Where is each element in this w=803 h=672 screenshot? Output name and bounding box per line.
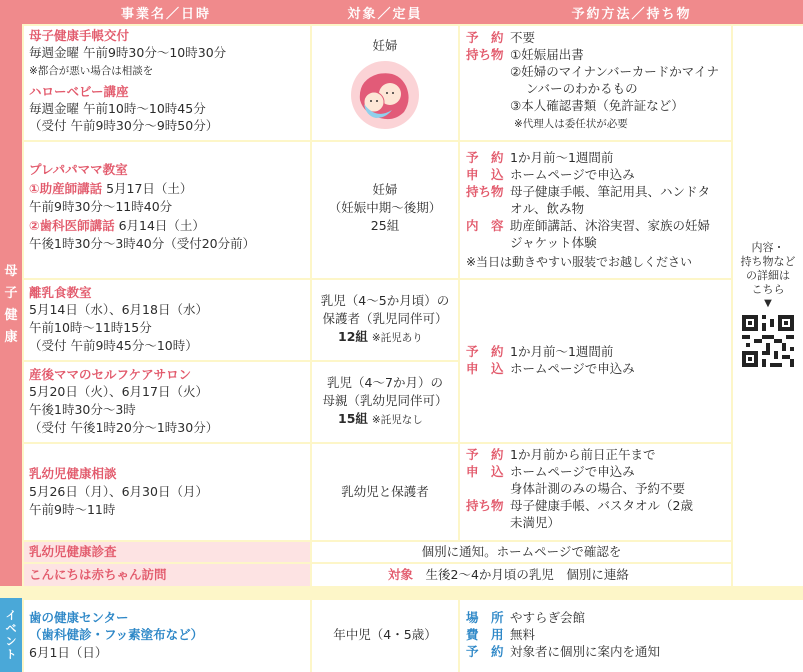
qr-text: 内容・ (751, 241, 785, 254)
header-target: 対象／定員 (347, 6, 423, 22)
label-target: 対象 (388, 567, 414, 582)
event-title: 乳幼児健康診査 (29, 544, 117, 559)
row-postpartum-salon (24, 362, 310, 442)
capacity-note: ※託児なし (371, 414, 423, 426)
row-infant-checkup (24, 542, 310, 562)
apply-value: ホームページで申込み (510, 464, 635, 479)
capacity-note: ※託児あり (371, 332, 423, 344)
target-text: 乳幼児と保護者 (341, 484, 429, 499)
row4-target (312, 362, 458, 442)
event-time: 毎週金曜 午前10時〜10時45分 (29, 101, 206, 116)
bring-value: 未満児） (510, 515, 561, 530)
side-label-maternal-health: 母 子 健 康 (0, 24, 22, 586)
label-reserve: 予 約 (466, 344, 504, 359)
lecture-dentist: ②歯科医師講話 (29, 218, 115, 233)
event-title: 離乳食教室 (29, 285, 92, 300)
label-apply: 申 込 (466, 361, 504, 376)
row5-target (312, 444, 458, 540)
event-reception: （受付 午後1時20分〜1時30分） (29, 420, 219, 435)
row-prenatal-class (24, 142, 310, 278)
row2-target (312, 142, 458, 278)
event-subtitle: （歯科健診・フッ素塗布など） (29, 627, 204, 642)
event-reception: （受付 午前9時45分〜10時） (29, 338, 198, 353)
label-reserve: 予 約 (466, 644, 504, 659)
qr-column (733, 26, 803, 586)
target-text: （妊娠中期〜後期） (328, 200, 442, 215)
event-time: 午前9時30分〜11時40分 (29, 199, 173, 214)
row3-target (312, 280, 458, 360)
apply-value: ホームページで申込み (510, 361, 635, 376)
event-date: 6月1日（日） (29, 645, 108, 660)
row-weaning-class (24, 280, 310, 360)
reserve-value: 1か月前〜1週間前 (510, 150, 614, 165)
target-text: 妊婦 (372, 182, 398, 197)
mother-baby-icon (346, 60, 424, 130)
target-text: 母親（乳幼児同伴可） (322, 393, 448, 408)
lecture-date: 5月17日（土） (102, 181, 193, 196)
row-baby-visit (24, 564, 310, 586)
event-note: ※都合が悪い場合は相談を (29, 65, 154, 77)
qr-text: の詳細は (746, 269, 790, 282)
event-reception: （受付 午前9時30分〜9時50分） (29, 118, 219, 133)
row-dental-center (24, 600, 310, 672)
capacity: 15組 (338, 411, 368, 426)
event-date: 5月26日（月）、6月30日（月） (29, 484, 208, 499)
target-text: 妊婦 (372, 38, 398, 53)
row5-reservation (460, 444, 731, 540)
bring-item: ③本人確認書類（免許証など） (510, 98, 684, 113)
label-fee: 費 用 (466, 627, 504, 642)
label-reserve: 予 約 (466, 150, 504, 165)
label-bring: 持ち物 (466, 47, 504, 62)
target-text: 年中児（4・5歳） (333, 627, 437, 642)
label-apply: 申 込 (466, 167, 504, 182)
reserve-value: 1か月前〜1週間前 (510, 344, 614, 359)
event-time: 午後1時30分〜3時40分（受付20分前） (29, 236, 256, 251)
bring-item: ①妊娠届出書 (510, 47, 584, 62)
label-content: 内 容 (466, 218, 504, 233)
label-apply: 申 込 (466, 464, 504, 479)
bring-value: 母子健康手帳、筆記用具、ハンドタ (510, 184, 711, 199)
label-place: 場 所 (466, 610, 504, 625)
label-reserve: 予 約 (466, 30, 504, 45)
qr-code-icon[interactable] (742, 315, 794, 367)
bring-item: ②妊婦のマイナンバーカードかマイナ (510, 64, 719, 79)
capacity: 12組 (338, 329, 368, 344)
apply-note: 身体計測のみの場合、予約不要 (510, 481, 686, 496)
event-time: 午前9時〜11時 (29, 502, 116, 517)
row2-reservation (460, 142, 731, 278)
bring-item: ンバーのわかるもの (526, 81, 638, 96)
event-title: こんにちは赤ちゃん訪問 (29, 567, 167, 582)
event-title: 歯の健康センター (29, 610, 129, 625)
lecture-midwife: ①助産師講話 (29, 181, 103, 196)
reserve-value: 対象者に個別に案内を通知 (510, 644, 661, 659)
reserve-value: 1か月前から前日正午まで (510, 447, 656, 462)
event-details (460, 600, 803, 672)
note: ※当日は動きやすい服装でお越しください (466, 255, 693, 269)
label-bring: 持ち物 (466, 498, 504, 513)
info-text: 生後2〜4か月頃の乳児 個別に連絡 (413, 567, 629, 582)
table-header (0, 0, 803, 24)
qr-text: 持ち物など (740, 255, 796, 268)
target-text: 乳児（4〜7か月）の (327, 375, 443, 390)
row34-reservation (460, 280, 731, 442)
header-event-date: 事業名／日時 (120, 6, 211, 22)
label-bring: 持ち物 (466, 184, 504, 199)
event-title: ハローベビー講座 (29, 84, 129, 99)
content-value: 助産師講話、沐浴実習、家族の妊婦 (510, 218, 711, 233)
event-title: 産後ママのセルフケアサロン (29, 367, 192, 382)
target-text: 乳児（4〜5か月頃）の (320, 293, 450, 308)
bring-value: 母子健康手帳、バスタオル（2歳 (510, 498, 693, 513)
down-arrow-icon: ▼ (764, 298, 772, 309)
label-reserve: 予 約 (466, 447, 504, 462)
event-title: 母子健康手帳交付 (29, 28, 130, 43)
target-text: 保護者（乳児同伴可） (322, 311, 448, 326)
row1-reservation (460, 26, 731, 140)
row1-target (312, 26, 458, 140)
capacity: 25組 (370, 218, 400, 233)
bring-note: ※代理人は委任状が必要 (514, 118, 628, 130)
place-value: やすらぎ会館 (510, 610, 586, 625)
fee-value: 無料 (510, 627, 536, 642)
row7-info (312, 564, 731, 586)
event-date: 5月20日（火）、6月17日（火） (29, 384, 208, 399)
info-text: 個別に通知。ホームページで確認を (421, 544, 622, 559)
row-maternal-handbook (24, 26, 310, 140)
lecture-date: 6月14日（土） (114, 218, 205, 233)
side-label-event: イ ベ ン ト (0, 598, 22, 672)
event-target (312, 600, 458, 672)
event-time: 午後1時30分〜3時 (29, 402, 136, 417)
row6-info (312, 542, 731, 562)
apply-value: ホームページで申込み (510, 167, 635, 182)
event-title: プレパパママ教室 (29, 162, 128, 177)
event-date: 5月14日（水）、6月18日（水） (29, 302, 208, 317)
qr-text: こちら (751, 283, 785, 296)
event-title: 乳幼児健康相談 (29, 466, 117, 481)
row-infant-consultation (24, 444, 310, 540)
reserve-value: 不要 (510, 30, 536, 45)
event-time: 午前10時〜11時15分 (29, 320, 152, 335)
event-time: 毎週金曜 午前9時30分〜10時30分 (29, 45, 227, 60)
header-reservation: 予約方法／持ち物 (571, 6, 692, 22)
content-value: ジャケット体験 (510, 235, 597, 250)
bring-value: オル、飲み物 (510, 201, 585, 216)
